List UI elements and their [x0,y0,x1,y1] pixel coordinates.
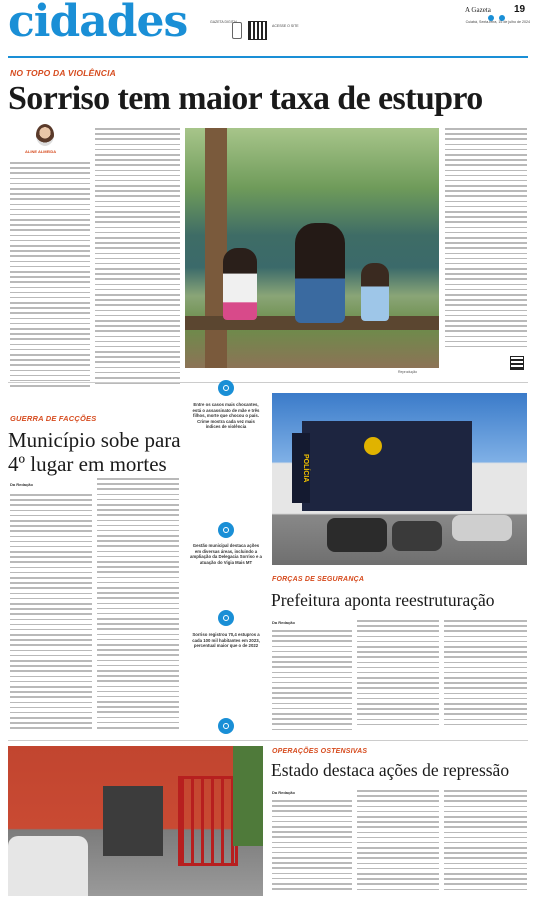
story3-column-1 [272,630,352,730]
tree [233,746,263,846]
story2-column-2 [97,478,179,734]
promo-box-left [210,20,250,42]
police-car [392,521,442,551]
page-number: 19 [514,4,526,15]
lead-column-2 [95,128,180,392]
sidebar-note-3: Sorriso registrou 70,4 estupros a cada 100 mil habitantes em 2023, percentual maior que o de 2022 [192,632,260,649]
photo-child-right [361,263,389,321]
lead-column-1 [10,162,90,392]
author-name: ALINE ALMEIDA [25,149,57,154]
story2-byline: Da Redação [10,482,33,487]
story3-headline: Prefeitura aponta reestruturação [271,590,495,610]
story4-headline: Estado destaca ações de repressão [271,760,510,780]
section-rule [8,382,528,383]
story2-kicker: GUERRA DE FACÇÕES [10,414,97,423]
operation-photo [8,746,263,896]
parked-car [452,515,512,541]
photo-credit: Reprodução [398,370,418,374]
masthead [0,0,535,62]
qr-code-small-icon [510,356,524,370]
story3-column-3 [444,620,527,730]
promo-left-label: GAZETA DIGITAL [210,20,238,24]
lead-photo [185,128,439,368]
patrol-car [8,836,88,896]
story2-headline-line2: 4º lugar em mortes [8,452,167,476]
masthead-rule [8,56,528,58]
social-icons [488,6,508,14]
story4-column-3 [444,790,527,896]
bullet-icon [218,718,234,734]
badge-icon [364,437,382,455]
sidebar-note-1: Entre os casos mais chocantes, está o assassinato de mãe e três filhos, morte que chocou o país. Crime mostra cada vez mais índices de violência [192,402,260,430]
story4-kicker: OPERAÇÕES OSTENSIVAS [272,748,368,755]
story2-headline-line1: Município sobe para [8,428,181,452]
doorway [103,786,163,856]
sidebar-note-2: Gestão municipal destaca ações em diversas áreas, incluindo a ampliação da Delegacia Sorriso e a atuação do Vigia Mais MT [190,543,262,565]
lead-headline: Sorriso tem maior taxa de estupro [8,80,483,117]
lead-column-3 [445,128,527,358]
bullet-icon [218,380,234,396]
promo-right-label: ACESSE O SITE [272,24,299,28]
police-sign: POLÍCIA [292,433,310,503]
qr-code-icon [248,21,267,40]
phone-icon [232,22,242,39]
story2-column-1 [10,494,92,734]
story4-byline: Da Redação [272,790,295,795]
story3-byline: Da Redação [272,620,295,625]
police-car [327,518,387,552]
section-rule [8,740,528,741]
story3-column-2 [357,620,439,730]
building-facade [302,421,472,511]
section-title: cidades [8,0,188,47]
bullet-icon [218,522,234,538]
gate [178,776,238,866]
photo-tree [205,128,227,368]
author-avatar [36,124,54,146]
photo-child-center [295,223,345,323]
story3-kicker: FORÇAS DE SEGURANÇA [272,576,365,583]
lead-kicker: NO TOPO DA VIOLÊNCIA [10,68,117,78]
police-photo [272,393,527,565]
bullet-icon [218,610,234,626]
story4-column-2 [357,790,439,896]
edition-date: Cuiabá, Sexta-feira, 15 de julho de 2024 [465,20,530,24]
brand-logo: A Gazeta [465,6,491,14]
photo-child-left [223,248,257,320]
story4-column-1 [272,800,352,896]
